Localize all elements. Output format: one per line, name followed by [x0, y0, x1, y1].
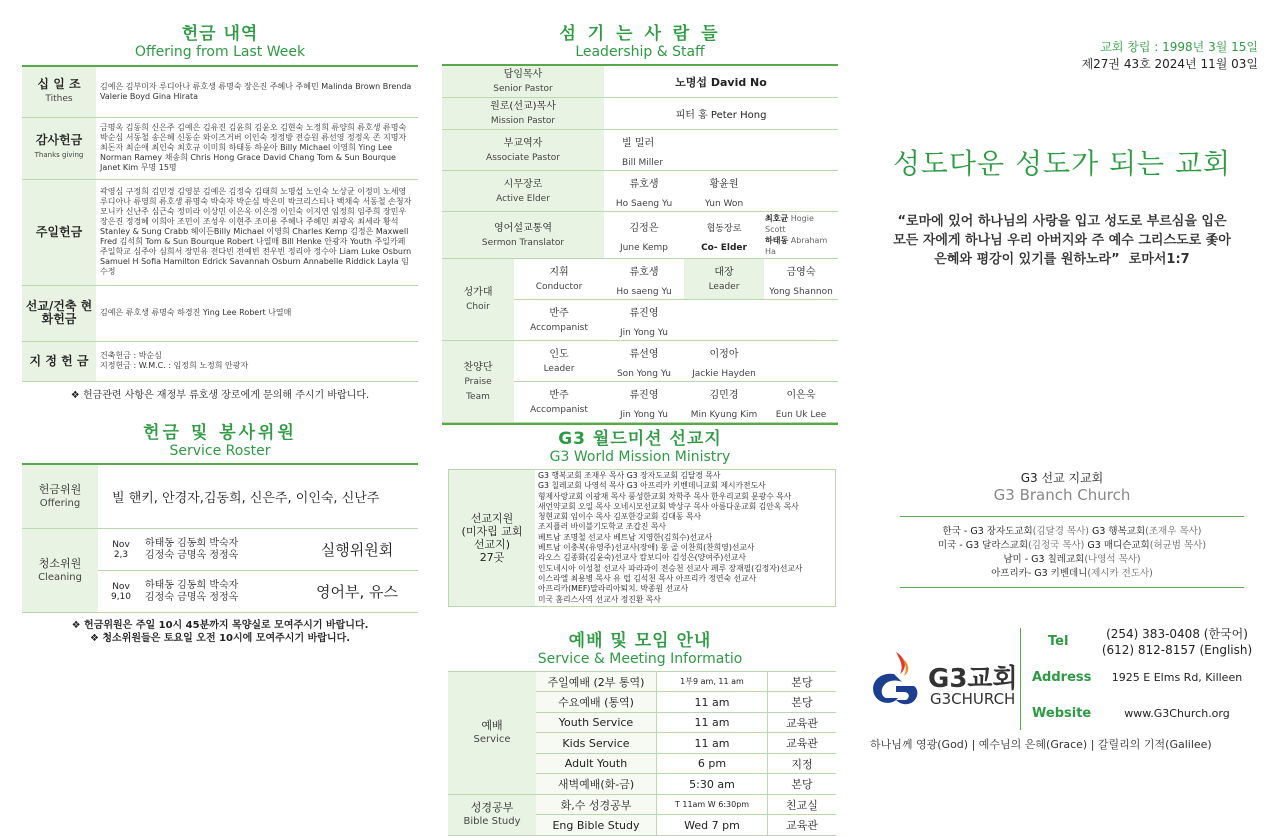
mission-line: 조지플러 바이블기도학교 조갑진 목사	[538, 522, 666, 532]
person-name-en: Min Kyung Kim	[690, 410, 758, 420]
row-label: 감사헌금	[35, 133, 83, 147]
branch-church: G3 행복교회	[1088, 526, 1146, 537]
table-row	[22, 285, 418, 341]
role-label-en: Associate Pastor	[486, 152, 560, 163]
row-label: 지 정 헌 금	[29, 353, 89, 368]
branch-church: 아프리카- G3 키벤데니	[991, 568, 1088, 579]
person-name: 류호생	[629, 267, 659, 278]
person-name: 금영숙	[786, 267, 816, 278]
service-place: 교육관	[768, 815, 837, 836]
person-name-en: Yong Shannon	[769, 287, 833, 297]
mission-line: 아프리카(MEF)말라리아퇴치. 박종원 선교사	[538, 584, 689, 594]
role-label: 영어설교통역	[494, 222, 552, 234]
role-label: 반주	[549, 389, 569, 401]
address-label: Address	[1032, 670, 1092, 685]
verse-reference: 로마서1:7	[1128, 252, 1190, 267]
table-row	[22, 117, 418, 179]
role-label: 담임목사	[503, 69, 543, 80]
mission-line: 미국 홈리스사역 선교사 정진환 목사	[538, 594, 661, 604]
role-label: 부교역자	[503, 137, 543, 149]
logo-name-en: G3CHURCH	[930, 690, 1016, 708]
role-label: 지휘	[549, 266, 569, 278]
row-label: 십 일 조	[37, 76, 81, 91]
role-label-en: Sermon Translator	[481, 237, 565, 248]
verse-line: “로마에 있어 하나님의 사랑을 입고 성도로 부르심을 입은	[897, 214, 1227, 229]
mission-table	[448, 469, 836, 607]
role-label: 시무장로	[503, 178, 543, 190]
footer-text: 하나님께 영광(God) | 예수님의 은혜(Grace) | 갈릴리의 기적(Galilee)	[870, 738, 1212, 751]
divider	[1020, 628, 1021, 730]
roster-note: ❖ 헌금위원은 주일 10시 45분까지 목양실로 모여주시기 바랍니다.	[71, 620, 369, 631]
branch-pastor: (조재우 목사)	[1145, 526, 1202, 537]
service-name: 화,수 성경공부	[536, 794, 657, 815]
role-label-en: Leader	[543, 363, 575, 374]
row-label: 주일헌금	[35, 224, 83, 239]
service-time: 11 am	[657, 712, 768, 733]
role-label-en: Accompanist	[530, 404, 588, 415]
role-label-en: Active Elder	[496, 193, 550, 204]
person-name: 김정은	[629, 223, 659, 234]
mission-line: G3 행복교회 조재우 목사 G3 장자도교회 김달경 목사	[538, 471, 721, 480]
mission-line: 이스라엘 최용병 목사 유 럽 김석천 목사 아프리카 정연숙 선교사	[538, 573, 757, 583]
mission-line: 청현교회 임이수 목사 김포한강교회 김대동 목사	[538, 512, 702, 522]
table-row	[442, 341, 838, 382]
roster-title: 헌금 및 봉사위원	[143, 422, 297, 443]
date-days: 2,3	[113, 549, 129, 560]
person-name: 하태동	[765, 236, 789, 245]
tel-number: (612) 812-8157 (English)	[1101, 643, 1253, 657]
person-name-en: Ho saeng Yu	[616, 287, 672, 297]
role-label-en: Praise	[464, 376, 492, 387]
branch-church: 한국 - G3 장자도교회	[942, 526, 1033, 537]
role-label: 대장	[714, 266, 734, 278]
person-name: 류진영	[629, 308, 659, 319]
leadership-title: 섬 기 는 사 람 들	[559, 24, 721, 44]
offering-section	[22, 0, 418, 645]
role-label: 반주	[549, 307, 569, 319]
row-text: 곽영심 구정희 김민경 김영분 김예은 김정숙 김태희 노명섭 노인숙 노상균 이정미 노세영 루디아나 류영희 류호생 류명숙 박숙자 박순심 박은미 박크리스티나 백채숙 서동철 손청자 모니카 신난주 심근숙 정미라 이상민 이은옥 이은경 이인숙 이지연 임정희 임주희 장민우 장은진 정경혜 이희아 조민이 조성우 이현주 조미용 주혜나 주혜민 최광옥 최세라 황석 Stanley & Sung Crabb 헤이든Billy Michael 이영희 Charles Kemp 김정은 Maxwell Fred 김석희 Tom & Sun Bourque Robert 나열매 Bill Henke 안광자 Youth 주일카페 주일학교 심주아 심희서 장민유 전다빈 전예빈 전우빈 정리아 정수아 Liam Luke Osburn Samuel H Sofia Hamilton Edrick Savannah Osburn Annabelle Riddick Layla 임수정	[96, 179, 418, 285]
branch-pastor: (김정국 목사)	[1028, 540, 1085, 551]
table-row	[442, 171, 838, 212]
row-label: 선교/건축 현화헌금	[25, 299, 93, 326]
person-name-en: Hogie Scott	[765, 214, 814, 234]
row-label-en: Tithes	[45, 93, 73, 104]
person-name-en: Son Yong Yu	[616, 369, 672, 379]
service-time: Wed 7 pm	[657, 815, 768, 836]
date-month: Nov	[112, 581, 130, 592]
logo-name: G3교회	[928, 664, 1018, 694]
table-row	[448, 671, 836, 692]
row-label-en: Thanks giving	[34, 151, 84, 159]
table-row	[449, 470, 836, 607]
roster-subtitle: Service Roster	[169, 442, 271, 459]
branch-title: G3 선교 지교회	[1020, 471, 1104, 485]
service-place: 지정	[768, 753, 837, 774]
cleaning-team: 실행위원회	[296, 529, 418, 571]
church-motto: 성도다운 성도가 되는 교회	[892, 147, 1232, 180]
service-subtitle: Service & Meeting Informatio	[537, 650, 743, 667]
service-time: 1부9 am, 11 am	[657, 671, 768, 692]
service-place: 교육관	[768, 712, 837, 733]
mission-label: 선교지원	[470, 511, 514, 525]
cleaning-names: 김정숙 금명옥 정정옥	[145, 591, 239, 603]
service-section	[442, 631, 838, 836]
row-text: 김예은 류호생 류명숙 하경진 Ying Lee Robert 나열매	[96, 285, 418, 341]
person-name: 이은욱	[786, 390, 816, 401]
row-label: 예배	[481, 719, 503, 733]
mission-line: G3 칠레교회 나영석 목사 G3 아프리카 키벤데니교회 제시카전도사	[538, 481, 766, 491]
service-table	[448, 671, 836, 836]
branch-pastor: (김달경 목사)	[1032, 526, 1089, 537]
branch-line	[900, 553, 1244, 567]
branch-pastor: (허균범 목사)	[1149, 540, 1207, 551]
person-name: 류호생	[629, 179, 659, 190]
service-place: 친교실	[768, 794, 837, 815]
mission-line: 새언약교회 오일 목사 오네시모선교회 박상구 목사 아름다운교회 김안옥 목사	[538, 501, 799, 511]
table-row	[22, 529, 418, 571]
branch-pastor: (나영석 목사)	[1084, 554, 1141, 565]
branch-church: 남미 - G3 칠레교회	[1003, 554, 1085, 565]
role-label-en: Conductor	[535, 281, 583, 292]
info-section	[862, 0, 1262, 777]
service-place: 본당	[768, 774, 837, 795]
table-row	[448, 794, 836, 815]
person-name: 류진영	[629, 390, 659, 401]
person-name-en: Jackie Hayden	[692, 369, 756, 379]
verse-line: 은혜와 평강이 있기를 원하노라”	[934, 252, 1120, 267]
service-name: Youth Service	[536, 712, 657, 733]
cleaning-names: 김정숙 금명옥 정정옥	[145, 549, 239, 561]
branch-church: 미국 - G3 달라스교회	[937, 540, 1029, 551]
offering-title: 헌금 내역	[181, 24, 259, 44]
table-row	[442, 66, 838, 98]
service-name: Kids Service	[536, 733, 657, 754]
row-label: 청소위원	[38, 557, 82, 570]
role-label: 인도	[549, 348, 569, 360]
person-name-en: Jin Yong Yu	[620, 328, 668, 338]
person-name: 최호균	[765, 214, 789, 223]
table-row	[442, 212, 838, 259]
service-place: 본당	[768, 671, 837, 692]
offering-subtitle: Offering from Last Week	[134, 44, 306, 60]
founded-date: 교회 창립 : 1998년 3월 15일	[1100, 40, 1258, 54]
leadership-table	[442, 66, 838, 423]
offering-note: ❖ 헌금관련 사항은 재정부 류호생 장로에게 문의해 주시기 바랍니다.	[70, 389, 370, 401]
row-label: 성경공부	[470, 801, 514, 815]
row-text: 건축헌금 : 박순심 지정헌금 : W.M.C. : 임정희 노정희 안광자	[96, 341, 418, 381]
branch-line	[900, 567, 1244, 581]
role-label: 찬양단	[463, 361, 493, 373]
branch-subtitle: G3 Branch Church	[993, 486, 1131, 504]
mission-label: (미자립 교회	[461, 524, 523, 538]
role-label: 원로(선교)목사	[490, 101, 556, 112]
role-label-en: Senior Pastor	[493, 84, 553, 94]
address-text: 1925 E Elms Rd, Killeen	[1111, 671, 1243, 684]
person-name: 김민경	[709, 390, 739, 401]
service-name: Eng Bible Study	[536, 815, 657, 836]
service-place: 본당	[768, 692, 837, 713]
mission-line: 형제사랑교회 이광재 목사 풍성한교회 차학주 목사 한우리교회 문광수 목사	[538, 491, 792, 501]
branch-line	[900, 525, 1244, 539]
role-label-en: Accompanist	[530, 322, 588, 333]
person-name-en: Yun Won	[704, 199, 744, 209]
tel-label: Tel	[1048, 634, 1069, 649]
mission-line: 라오스 김종화(김윤숙)선교사 캄보디아 김성은(양여주)선교사	[538, 553, 746, 563]
table-row	[442, 130, 838, 171]
issue-info: 제27권 43호 2024년 11월 03일	[1081, 57, 1258, 71]
cleaning-names: 하태동 김동희 박숙자	[145, 579, 239, 591]
date-month: Nov	[112, 539, 130, 550]
cleaning-team: 영어부, 유스	[296, 571, 418, 613]
service-time: 11 am	[657, 733, 768, 754]
role-label-en: Choir	[466, 302, 490, 312]
tel-number: (254) 383-0408 (한국어)	[1106, 627, 1248, 641]
mission-title: G3 월드미션 선교지	[558, 429, 722, 449]
table-row	[22, 179, 418, 285]
cleaning-names: 하태동 김동희 박숙자	[145, 537, 239, 549]
role-label-en: Co- Elder	[701, 243, 747, 253]
table-row	[22, 465, 418, 529]
branch-line	[900, 539, 1244, 553]
bible-verse	[862, 212, 1262, 269]
person-name-en: Bill Miller	[622, 158, 664, 168]
table-row	[442, 98, 838, 130]
church-logo-icon	[866, 648, 924, 708]
mission-label: 27곳	[479, 550, 505, 564]
table-row	[22, 67, 418, 117]
row-label: 헌금위원	[38, 482, 82, 496]
service-time: 5:30 am	[657, 774, 768, 795]
service-time: T 11am W 6:30pm	[657, 794, 768, 815]
service-time: 11 am	[657, 692, 768, 713]
mission-list	[535, 470, 836, 607]
branch-list	[900, 516, 1244, 588]
person-name-en: Eun Uk Lee	[775, 410, 827, 420]
role-label-en: Leader	[708, 281, 740, 292]
role-label: 성가대	[463, 287, 493, 298]
leadership-section	[442, 0, 838, 836]
person-name-en: Ho Saeng Yu	[615, 199, 673, 209]
service-time: 6 pm	[657, 753, 768, 774]
role-label: 협동장로	[706, 224, 742, 234]
senior-pastor-name: 노명섭 David No	[604, 66, 838, 98]
mission-pastor-name: 피터 홍 Peter Hong	[604, 98, 838, 130]
mission-label: 선교지)	[473, 537, 511, 551]
mission-subtitle: G3 World Mission Ministry	[549, 449, 731, 465]
mission-line: 베트남 조명철 선교사 베트남 지영한(김희수)선교사	[538, 532, 713, 542]
mission-line: 인도네시아 이성철 선교사 파라과이 전승천 선교사 페루 장재필(김정자)선교사	[538, 563, 803, 573]
website-link[interactable]: www.G3Church.org	[1124, 707, 1230, 720]
role-label-en: Team	[466, 391, 490, 402]
service-place: 교육관	[768, 733, 837, 754]
service-name: 주일예배 (2부 통역)	[536, 671, 657, 692]
person-name: 류선영	[629, 349, 659, 360]
role-label-en: Mission Pastor	[490, 116, 556, 126]
person-name-en: Jin Yong Yu	[620, 410, 668, 420]
service-name: 새벽예배(화-금)	[536, 774, 657, 795]
person-name: 이정아	[709, 349, 739, 360]
contact-block	[862, 628, 1262, 728]
service-name: 수요예배 (통역)	[536, 692, 657, 713]
row-label-en: Bible Study	[463, 816, 521, 828]
service-title: 예배 및 모임 안내	[568, 630, 712, 651]
mission-section	[442, 429, 838, 607]
person-name: 빌 밀러	[622, 138, 655, 149]
person-name-en: June Kemp	[620, 243, 668, 253]
table-row	[442, 259, 838, 300]
service-name: Adult Youth	[536, 753, 657, 774]
row-label-en: Cleaning	[38, 572, 82, 583]
row-label-en: Service	[473, 734, 511, 746]
branch-church: G3 매디슨교회	[1084, 540, 1150, 551]
branch-pastor: (제시카 전도사)	[1087, 568, 1153, 579]
verse-line: 모든 자에게 하나님 우리 아버지와 주 예수 그리스도로 좇아	[893, 233, 1231, 248]
leadership-subtitle: Leadership & Staff	[575, 44, 705, 60]
row-text: 김예은 김부미자 루디아나 류호생 류명숙 장은진 주혜나 주혜민 Malinda Brown Brenda Valerie Boyd Gina Hirata	[96, 67, 418, 117]
date-days: 9,10	[110, 591, 132, 602]
person-name-en: Abraham Ha	[765, 236, 828, 256]
mission-line: 베트남 이충복(유영주)선교사(장애) 몽 골 이찬희(찬희영)선교사	[538, 543, 755, 553]
roster-table	[22, 465, 418, 614]
person-name: 황윤원	[709, 179, 739, 190]
table-row	[22, 341, 418, 381]
offering-names: 빌 핸키, 안경자,김동희, 신은주, 이인숙, 신난주	[98, 465, 418, 529]
offering-table	[22, 67, 418, 382]
row-text: 금명옥 김동희 신은주 김예은 김유진 김윤희 김윤오 김현숙 노정희 류양희 류호생 류명숙 박순심 서동철 송은혜 신동순 와이즈거버 이인숙 정정방 전승원 류선영 정정옥 존 지명자 최돈자 최순애 최인숙 최호규 이미희 하태동 하윤아 Billy Michael 이영희 Ying Lee Norman Ramey 채송희 Chris Hong Grace David Chang Tom & Sun Bourque Janet Kim 무명 15명	[96, 117, 418, 179]
row-label-en: Offering	[39, 497, 81, 509]
website-label: Website	[1032, 706, 1092, 721]
roster-note: ❖ 청소위원들은 토요일 오전 10시에 모여주시기 바랍니다.	[89, 633, 351, 644]
